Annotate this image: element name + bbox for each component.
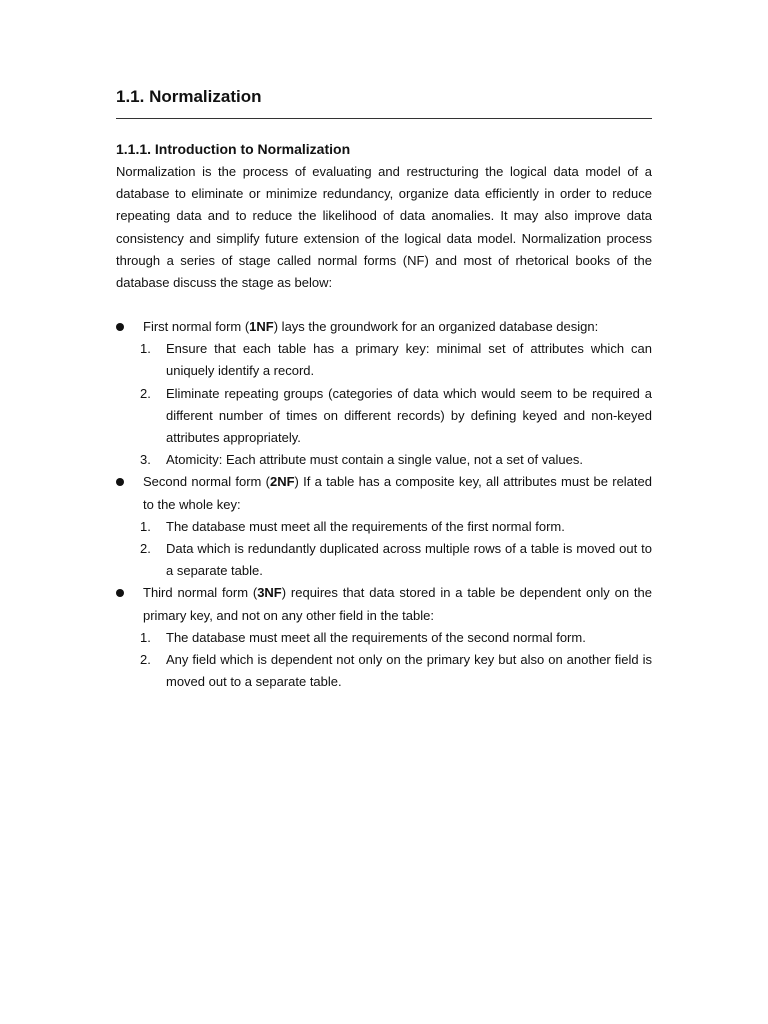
bullet-dot-icon (116, 323, 124, 331)
form-abbr: 1NF (249, 319, 274, 334)
list-item-3nf (116, 582, 652, 626)
item-text: Data which is redundantly duplicated across multiple rows of a table is moved out to a separate table. (166, 541, 652, 579)
bullet-dot-icon (116, 589, 124, 597)
item-text: Eliminate repeating groups (categories of data which would seem to be required a different number of times on different records) by defining keyed and non-keyed attributes appropriately. (166, 385, 652, 446)
section-title: 1.1. Normalization (116, 87, 262, 106)
form-intro-post: ) requires that data stored in a table be dependent only on the primary key, and not on any other field in the table: (143, 585, 652, 623)
form-intro-post: ) lays the groundwork for an organized database design: (273, 319, 599, 334)
item-text: Atomicity: Each attribute must contain a single value, not a set of values. (166, 452, 583, 468)
item-text: The database must meet all the requirements of the second normal form. (166, 629, 586, 645)
list-item (116, 516, 652, 538)
item-text: Any field which is dependent not only on the primary key but also on another field is moved out to a separate table. (166, 652, 652, 690)
item-number: 2. (140, 385, 151, 401)
item-number: 1. (140, 341, 151, 357)
item-number: 1. (140, 518, 151, 534)
intro-paragraph: Normalization is the process of evaluating and restructuring the logical data model of a database to eliminate or minimize redundancy, organize data efficiently in order to reduce repeating data and to reduce the likelihood of data anomalies. It may also improve data consistency and simplify future extension of the logical data model. Normalization process through a series of stage called normal forms (NF) and most of rhetorical books of the database discuss the stage as below: (116, 164, 652, 291)
item-text: Ensure that each table has a primary key: minimal set of attributes which can uniquely identify a record. (166, 341, 652, 379)
form-abbr: 2NF (269, 474, 295, 490)
form-intro-post: ) If a table has a composite key, all attributes must be related to the whole key: (143, 474, 652, 512)
list-item-1nf (116, 316, 652, 338)
item-text: The database must meet all the requirements of the first normal form. (166, 518, 565, 534)
section-divider (116, 118, 652, 119)
list-item (116, 649, 652, 693)
list-item (116, 538, 652, 582)
list-item (116, 338, 652, 382)
form-intro-pre: Second normal form ( (143, 474, 270, 490)
bullet-dot-icon (116, 478, 124, 486)
form-abbr: 3NF (257, 585, 282, 601)
list-item (116, 627, 652, 649)
form-intro-pre: Third normal form ( (143, 585, 258, 601)
list-item-2nf (116, 471, 652, 515)
list-item (116, 449, 652, 471)
normal-forms-list (116, 316, 652, 693)
item-number: 2. (140, 652, 151, 668)
form-intro-pre: First normal form ( (143, 319, 250, 334)
item-number: 2. (140, 541, 151, 557)
subsection-title: 1.1.1. Introduction to Normalization (116, 141, 351, 157)
list-item (116, 383, 652, 450)
item-number: 1. (140, 629, 151, 645)
item-number: 3. (140, 452, 151, 468)
